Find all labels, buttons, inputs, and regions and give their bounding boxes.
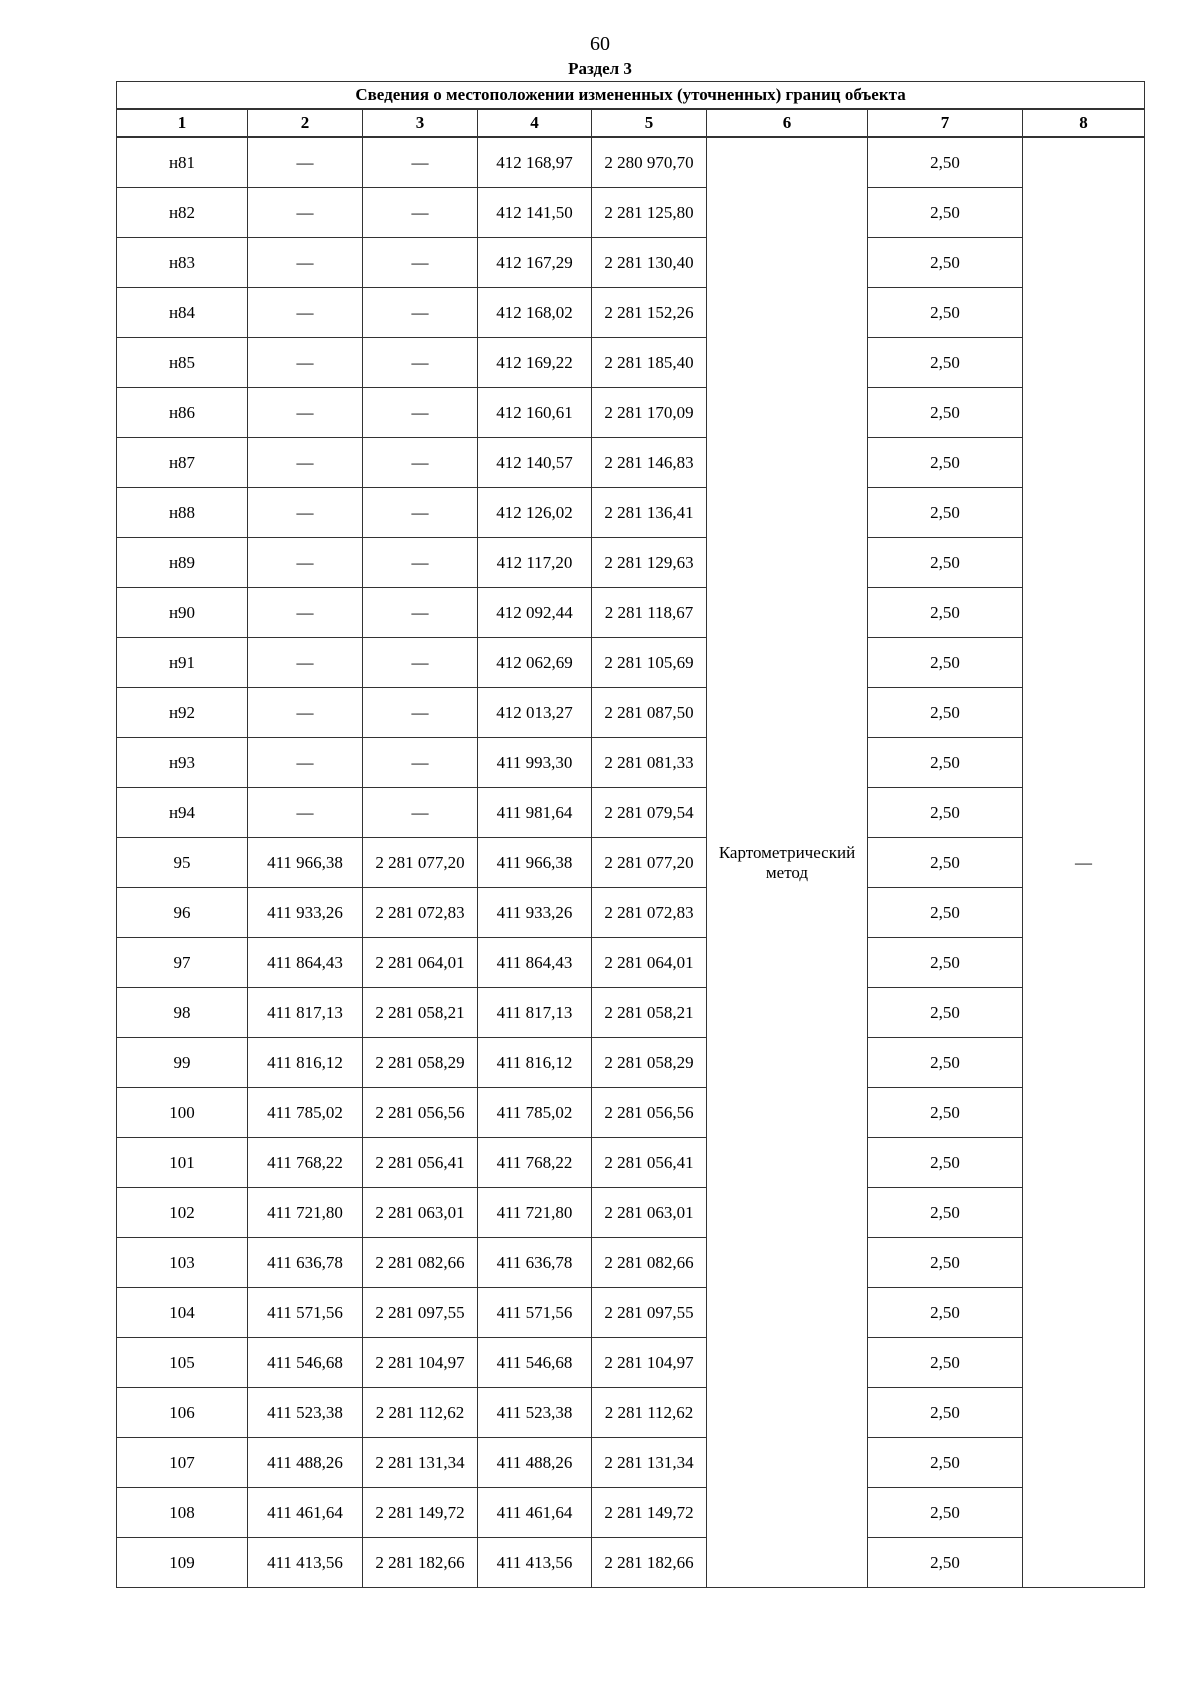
old-x-cell: — <box>248 188 363 238</box>
new-y-cell: 2 281 118,67 <box>592 588 707 638</box>
table-row <box>117 688 1145 738</box>
new-y-cell: 2 281 185,40 <box>592 338 707 388</box>
table-caption: Сведения о местоположении измененных (уточненных) границ объекта <box>117 82 1145 110</box>
old-x-cell: — <box>248 488 363 538</box>
column-header: 1 <box>117 109 248 137</box>
table-row <box>117 788 1145 838</box>
new-x-cell: 412 169,22 <box>478 338 592 388</box>
column-header: 3 <box>363 109 478 137</box>
new-x-cell: 411 966,38 <box>478 838 592 888</box>
table-row <box>117 288 1145 338</box>
table-row <box>117 988 1145 1038</box>
new-y-cell: 2 281 125,80 <box>592 188 707 238</box>
table-row <box>117 838 1145 888</box>
old-x-cell: 411 721,80 <box>248 1188 363 1238</box>
new-y-cell: 2 281 056,56 <box>592 1088 707 1138</box>
new-y-cell: 2 281 097,55 <box>592 1288 707 1338</box>
new-x-cell: 411 981,64 <box>478 788 592 838</box>
old-y-cell: — <box>363 688 478 738</box>
table-row <box>117 588 1145 638</box>
accuracy-cell: 2,50 <box>868 238 1023 288</box>
point-number-cell: н85 <box>117 338 248 388</box>
old-x-cell: — <box>248 588 363 638</box>
column8-cell: — <box>1023 137 1145 1588</box>
accuracy-cell: 2,50 <box>868 1238 1023 1288</box>
new-y-cell: 2 281 170,09 <box>592 388 707 438</box>
new-x-cell: 411 546,68 <box>478 1338 592 1388</box>
new-y-cell: 2 281 136,41 <box>592 488 707 538</box>
point-number-cell: 108 <box>117 1488 248 1538</box>
new-x-cell: 412 126,02 <box>478 488 592 538</box>
old-x-cell: — <box>248 688 363 738</box>
new-x-cell: 411 721,80 <box>478 1188 592 1238</box>
old-y-cell: — <box>363 638 478 688</box>
new-y-cell: 2 281 063,01 <box>592 1188 707 1238</box>
table-row <box>117 938 1145 988</box>
old-x-cell: 411 768,22 <box>248 1138 363 1188</box>
old-x-cell: 411 816,12 <box>248 1038 363 1088</box>
old-x-cell: 411 966,38 <box>248 838 363 888</box>
old-x-cell: 411 523,38 <box>248 1388 363 1438</box>
old-y-cell: — <box>363 738 478 788</box>
old-y-cell: 2 281 131,34 <box>363 1438 478 1488</box>
table-row <box>117 1138 1145 1188</box>
table-row <box>117 1088 1145 1138</box>
old-x-cell: 411 933,26 <box>248 888 363 938</box>
accuracy-cell: 2,50 <box>868 1288 1023 1338</box>
table-row <box>117 1538 1145 1588</box>
point-number-cell: 101 <box>117 1138 248 1188</box>
old-y-cell: — <box>363 438 478 488</box>
new-x-cell: 411 413,56 <box>478 1538 592 1588</box>
new-y-cell: 2 281 182,66 <box>592 1538 707 1588</box>
old-x-cell: 411 636,78 <box>248 1238 363 1288</box>
table-row <box>117 888 1145 938</box>
accuracy-cell: 2,50 <box>868 1188 1023 1238</box>
new-x-cell: 412 167,29 <box>478 238 592 288</box>
accuracy-cell: 2,50 <box>868 538 1023 588</box>
old-y-cell: 2 281 063,01 <box>363 1188 478 1238</box>
accuracy-cell: 2,50 <box>868 137 1023 188</box>
point-number-cell: 100 <box>117 1088 248 1138</box>
point-number-cell: 106 <box>117 1388 248 1438</box>
table-row <box>117 1338 1145 1388</box>
accuracy-cell: 2,50 <box>868 1338 1023 1388</box>
table-row <box>117 1288 1145 1338</box>
accuracy-cell: 2,50 <box>868 1038 1023 1088</box>
accuracy-cell: 2,50 <box>868 738 1023 788</box>
point-number-cell: н88 <box>117 488 248 538</box>
new-x-cell: 411 993,30 <box>478 738 592 788</box>
new-y-cell: 2 281 079,54 <box>592 788 707 838</box>
column-header: 4 <box>478 109 592 137</box>
old-x-cell: 411 864,43 <box>248 938 363 988</box>
table-row <box>117 1238 1145 1288</box>
new-x-cell: 411 785,02 <box>478 1088 592 1138</box>
new-x-cell: 411 571,56 <box>478 1288 592 1338</box>
point-number-cell: 109 <box>117 1538 248 1588</box>
old-x-cell: — <box>248 288 363 338</box>
old-y-cell: — <box>363 538 478 588</box>
accuracy-cell: 2,50 <box>868 388 1023 438</box>
old-x-cell: — <box>248 538 363 588</box>
table-row <box>117 1388 1145 1438</box>
new-x-cell: 411 816,12 <box>478 1038 592 1088</box>
table-row <box>117 238 1145 288</box>
table-row <box>117 188 1145 238</box>
new-x-cell: 412 013,27 <box>478 688 592 738</box>
old-x-cell: 411 461,64 <box>248 1488 363 1538</box>
point-number-cell: 102 <box>117 1188 248 1238</box>
point-number-cell: 105 <box>117 1338 248 1388</box>
column-header: 2 <box>248 109 363 137</box>
old-x-cell: — <box>248 788 363 838</box>
accuracy-cell: 2,50 <box>868 838 1023 888</box>
accuracy-cell: 2,50 <box>868 438 1023 488</box>
new-y-cell: 2 281 087,50 <box>592 688 707 738</box>
point-number-cell: 104 <box>117 1288 248 1338</box>
new-x-cell: 411 488,26 <box>478 1438 592 1488</box>
point-number-cell: 99 <box>117 1038 248 1088</box>
new-y-cell: 2 281 129,63 <box>592 538 707 588</box>
table-row <box>117 137 1145 188</box>
old-y-cell: — <box>363 488 478 538</box>
point-number-cell: 95 <box>117 838 248 888</box>
old-y-cell: — <box>363 788 478 838</box>
old-x-cell: 411 817,13 <box>248 988 363 1038</box>
new-y-cell: 2 281 130,40 <box>592 238 707 288</box>
old-y-cell: 2 281 149,72 <box>363 1488 478 1538</box>
new-y-cell: 2 281 058,29 <box>592 1038 707 1088</box>
point-number-cell: 103 <box>117 1238 248 1288</box>
table-row <box>117 1488 1145 1538</box>
accuracy-cell: 2,50 <box>868 1088 1023 1138</box>
new-y-cell: 2 280 970,70 <box>592 137 707 188</box>
table-row <box>117 538 1145 588</box>
new-y-cell: 2 281 072,83 <box>592 888 707 938</box>
table-row <box>117 1038 1145 1088</box>
accuracy-cell: 2,50 <box>868 188 1023 238</box>
old-y-cell: 2 281 072,83 <box>363 888 478 938</box>
new-x-cell: 411 864,43 <box>478 938 592 988</box>
table-row <box>117 488 1145 538</box>
section-title: Раздел 3 <box>568 59 632 78</box>
point-number-cell: н87 <box>117 438 248 488</box>
old-y-cell: 2 281 112,62 <box>363 1388 478 1438</box>
accuracy-cell: 2,50 <box>868 1388 1023 1438</box>
table-caption-row <box>117 82 1145 110</box>
point-number-cell: н81 <box>117 137 248 188</box>
column-header: 5 <box>592 109 707 137</box>
column-header: 7 <box>868 109 1023 137</box>
new-y-cell: 2 281 081,33 <box>592 738 707 788</box>
new-y-cell: 2 281 149,72 <box>592 1488 707 1538</box>
point-number-cell: 107 <box>117 1438 248 1488</box>
old-x-cell: — <box>248 137 363 188</box>
new-y-cell: 2 281 058,21 <box>592 988 707 1038</box>
table-row <box>117 388 1145 438</box>
point-number-cell: н93 <box>117 738 248 788</box>
accuracy-cell: 2,50 <box>868 488 1023 538</box>
point-number-cell: н91 <box>117 638 248 688</box>
accuracy-cell: 2,50 <box>868 938 1023 988</box>
old-y-cell: — <box>363 338 478 388</box>
point-number-cell: н94 <box>117 788 248 838</box>
point-number-cell: н92 <box>117 688 248 738</box>
accuracy-cell: 2,50 <box>868 788 1023 838</box>
new-y-cell: 2 281 152,26 <box>592 288 707 338</box>
coordinates-table <box>116 81 1145 1588</box>
column-header: 6 <box>707 109 868 137</box>
old-x-cell: — <box>248 238 363 288</box>
old-y-cell: 2 281 058,21 <box>363 988 478 1038</box>
old-y-cell: — <box>363 588 478 638</box>
table-header-row <box>117 109 1145 137</box>
old-x-cell: — <box>248 338 363 388</box>
new-x-cell: 412 117,20 <box>478 538 592 588</box>
table-row <box>117 1188 1145 1238</box>
new-x-cell: 412 141,50 <box>478 188 592 238</box>
column-header: 8 <box>1023 109 1145 137</box>
point-number-cell: н84 <box>117 288 248 338</box>
old-y-cell: — <box>363 137 478 188</box>
new-y-cell: 2 281 082,66 <box>592 1238 707 1288</box>
accuracy-cell: 2,50 <box>868 1438 1023 1488</box>
new-y-cell: 2 281 056,41 <box>592 1138 707 1188</box>
new-x-cell: 411 461,64 <box>478 1488 592 1538</box>
table-row <box>117 338 1145 388</box>
new-x-cell: 411 768,22 <box>478 1138 592 1188</box>
point-number-cell: 97 <box>117 938 248 988</box>
table-row <box>117 1438 1145 1488</box>
new-y-cell: 2 281 131,34 <box>592 1438 707 1488</box>
new-x-cell: 411 933,26 <box>478 888 592 938</box>
new-y-cell: 2 281 104,97 <box>592 1338 707 1388</box>
old-x-cell: 411 546,68 <box>248 1338 363 1388</box>
new-x-cell: 411 523,38 <box>478 1388 592 1438</box>
point-number-cell: н90 <box>117 588 248 638</box>
old-y-cell: 2 281 097,55 <box>363 1288 478 1338</box>
new-y-cell: 2 281 146,83 <box>592 438 707 488</box>
point-number-cell: 98 <box>117 988 248 1038</box>
old-x-cell: — <box>248 638 363 688</box>
new-x-cell: 412 140,57 <box>478 438 592 488</box>
old-y-cell: — <box>363 388 478 438</box>
accuracy-cell: 2,50 <box>868 688 1023 738</box>
old-y-cell: 2 281 064,01 <box>363 938 478 988</box>
new-x-cell: 411 817,13 <box>478 988 592 1038</box>
point-number-cell: н89 <box>117 538 248 588</box>
new-x-cell: 411 636,78 <box>478 1238 592 1288</box>
new-x-cell: 412 062,69 <box>478 638 592 688</box>
old-x-cell: — <box>248 438 363 488</box>
point-number-cell: 96 <box>117 888 248 938</box>
accuracy-cell: 2,50 <box>868 588 1023 638</box>
old-y-cell: 2 281 104,97 <box>363 1338 478 1388</box>
old-x-cell: 411 785,02 <box>248 1088 363 1138</box>
table-row <box>117 738 1145 788</box>
old-y-cell: 2 281 082,66 <box>363 1238 478 1288</box>
old-x-cell: 411 488,26 <box>248 1438 363 1488</box>
accuracy-cell: 2,50 <box>868 888 1023 938</box>
new-x-cell: 412 168,02 <box>478 288 592 338</box>
accuracy-cell: 2,50 <box>868 638 1023 688</box>
accuracy-cell: 2,50 <box>868 1488 1023 1538</box>
old-y-cell: 2 281 182,66 <box>363 1538 478 1588</box>
old-y-cell: — <box>363 238 478 288</box>
old-x-cell: — <box>248 388 363 438</box>
old-x-cell: 411 571,56 <box>248 1288 363 1338</box>
accuracy-cell: 2,50 <box>868 288 1023 338</box>
new-x-cell: 412 160,61 <box>478 388 592 438</box>
point-number-cell: н82 <box>117 188 248 238</box>
table-row <box>117 438 1145 488</box>
page-number: 60 <box>590 33 610 55</box>
new-y-cell: 2 281 077,20 <box>592 838 707 888</box>
new-x-cell: 412 092,44 <box>478 588 592 638</box>
new-y-cell: 2 281 064,01 <box>592 938 707 988</box>
new-y-cell: 2 281 112,62 <box>592 1388 707 1438</box>
accuracy-cell: 2,50 <box>868 338 1023 388</box>
old-y-cell: 2 281 056,56 <box>363 1088 478 1138</box>
old-y-cell: — <box>363 188 478 238</box>
old-x-cell: 411 413,56 <box>248 1538 363 1588</box>
accuracy-cell: 2,50 <box>868 1138 1023 1188</box>
old-y-cell: 2 281 077,20 <box>363 838 478 888</box>
old-y-cell: 2 281 056,41 <box>363 1138 478 1188</box>
accuracy-cell: 2,50 <box>868 1538 1023 1588</box>
accuracy-cell: 2,50 <box>868 988 1023 1038</box>
old-y-cell: 2 281 058,29 <box>363 1038 478 1088</box>
new-x-cell: 412 168,97 <box>478 137 592 188</box>
point-number-cell: н86 <box>117 388 248 438</box>
new-y-cell: 2 281 105,69 <box>592 638 707 688</box>
old-x-cell: — <box>248 738 363 788</box>
method-cell: Картометрический метод <box>707 137 868 1588</box>
table-row <box>117 638 1145 688</box>
old-y-cell: — <box>363 288 478 338</box>
point-number-cell: н83 <box>117 238 248 288</box>
